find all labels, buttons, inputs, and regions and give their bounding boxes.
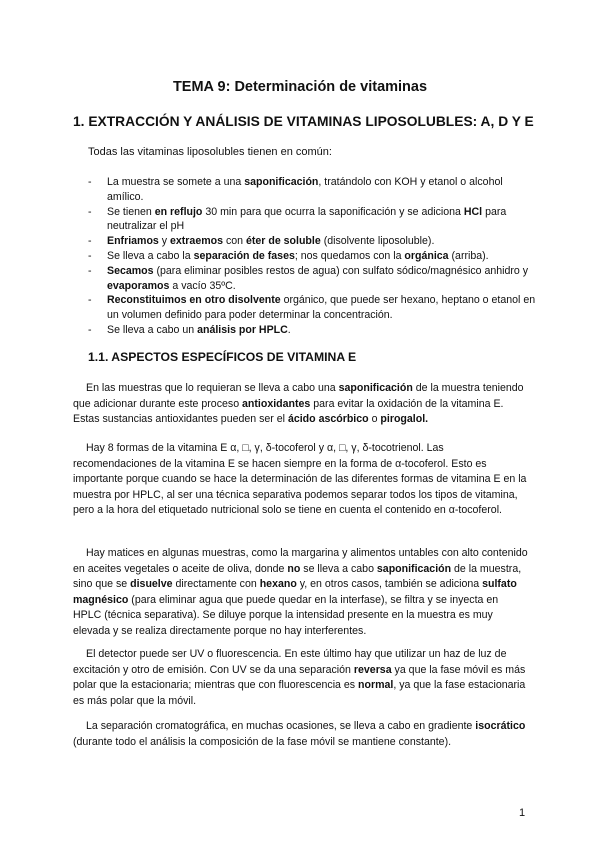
bold-text: éter de soluble (245, 235, 321, 248)
text-run: (durante todo el análisis la composición de la fase móvil se mantiene constante). (73, 735, 452, 748)
bold-text: Reconstituimos en otro disolvente (107, 294, 281, 307)
text-run: , ya que la fase estacionaria es más polar que la móvil. (73, 679, 526, 707)
paragraph-saponificacion (73, 381, 528, 428)
bold-text: HCl (463, 205, 483, 218)
text-run: Hay 8 formas de la vitamina E α, □, γ, δ-tocoferol y α, □, γ, δ-tocotrienol. Las recomendaciones de la vitamina E se hacen siempre en la forma de α-tocoferol. Esto es importante porque cuando se hace la determinación de las diferentes formas de vitamina E en la muestra por HPLC, al ser una técnica separativa podemos separar todos los tipos de vitamina, pero a la hora del etiquetado nutricional solo se tiene en cuenta el contenido en α-tocoferol. (73, 442, 527, 517)
list-item-text (107, 265, 528, 292)
text-run: ya que la fase móvil es más polar que la estacionaria; mientras que con fluorescencia es (73, 663, 526, 692)
text-run: (arriba). (448, 249, 489, 262)
list-item-text (107, 206, 506, 233)
bold-text: saponificación (338, 382, 413, 394)
bold-text: no (287, 562, 301, 575)
text-run: para evitar la oxidación de la vitamina E. Estas sustancias antioxidantes pueden ser el (73, 397, 504, 426)
text-run: Se lleva a cabo un (107, 323, 198, 336)
bold-text: hexano (259, 578, 297, 591)
list-item-text (107, 294, 535, 321)
bold-text: sulfato magnésico (73, 578, 517, 606)
text-run: En las muestras que lo requieran se lleva a cabo una (86, 382, 339, 394)
text-run: y, en otros casos, también se adiciona (296, 578, 483, 591)
text-run: de la muestra, sino que se (73, 562, 522, 591)
list-item-text (107, 250, 489, 262)
bold-text: Secamos (107, 264, 154, 277)
list-item: - Se lleva a cabo la separación de fases; nos quedamos con la orgánica (arriba). (88, 249, 489, 262)
text-run: o (368, 413, 381, 426)
list-item-text (107, 235, 434, 247)
list-item: - La muestra se somete a una saponificación, tratándolo con KOH y etanol o alcohol amílico. (88, 176, 503, 203)
list-item: - Enfriamos y extraemos con éter de soluble (disolvente liposoluble). (88, 235, 435, 248)
text-run: El detector puede ser UV o fluorescencia. En este último hay que utilizar un haz de luz de excitación y otro de emisión. Con UV se da una separación (73, 648, 507, 676)
bold-text: saponificación (376, 562, 452, 575)
bullet-list (88, 175, 538, 338)
bold-text: en reflujo (154, 205, 203, 218)
text-run: se lleva a cabo (300, 562, 377, 575)
text-run: . (287, 323, 291, 336)
bold-text: orgánica (404, 249, 449, 262)
page-number: 1 (519, 807, 526, 819)
bold-text: disuelve (130, 578, 173, 591)
text-run: Hay matices en algunas muestras, como la margarina y alimentos untables con alto contenido en aceites vegetales o aceite de oliva, donde (73, 547, 528, 575)
bold-text: antioxidantes (242, 397, 311, 410)
text-run: La muestra se somete a una (107, 176, 245, 188)
bold-text: pirogalol. (380, 413, 429, 426)
text-run: 30 min para que ocurra la saponificación y se adiciona (202, 205, 464, 218)
text-run: a vacío 35ºC. (169, 279, 236, 292)
text-run: para neutralizar el pH (107, 205, 507, 233)
list-item: - Secamos (para eliminar posibles restos de agua) con sulfato sódico/magnésico anhidro y evaporamos a vacío 35ºC. (88, 264, 529, 292)
section-heading-1-1: 1.1. ASPECTOS ESPECÍFICOS DE VITAMINA E (88, 350, 357, 364)
text-run: (para eliminar posibles restos de agua) con sulfato sódico/magnésico anhidro y (153, 264, 529, 277)
list-item: - Se lleva a cabo un análisis por HPLC. (88, 323, 291, 336)
text-run: ; nos quedamos con la (294, 249, 405, 262)
bold-text: evaporamos (107, 279, 170, 292)
text-run: , tratándolo con KOH y etanol o alcohol amílico. (107, 176, 503, 203)
text-run: (disolvente liposoluble). (320, 235, 435, 248)
bold-text: extraemos (170, 235, 223, 248)
section-heading-1: 1. EXTRACCIÓN Y ANÁLISIS DE VITAMINAS LIPOSOLUBLES: A, D Y E (73, 114, 534, 129)
bold-text: saponificación (244, 176, 319, 188)
text-run: con (223, 235, 246, 248)
list-item: - Se tienen en reflujo 30 min para que ocurra la saponificación y se adiciona HCl para neutralizar el pH (88, 205, 507, 233)
paragraph-separacion (73, 719, 528, 750)
text-run: (para eliminar agua que puede quedar en la interfase), se filtra y se inyecta en HPLC (técnica separativa). Se diluye porque la intensidad presente en la muestra es muy elevada y se realiza directamente porque no hay interferentes. (73, 593, 499, 637)
list-item-text (107, 176, 503, 203)
bold-text: separación de fases (193, 249, 295, 262)
paragraph-detector (73, 647, 528, 709)
text-run: orgánico, que puede ser hexano, heptano o etanol en un volumen definido para poder determinar la concentración. (107, 294, 536, 322)
page-title: TEMA 9: Determinación de vitaminas (172, 79, 428, 95)
text-run: directamente con (172, 578, 260, 591)
paragraph-formas-vitamina-e (73, 441, 528, 519)
bold-text: Enfriamos (107, 235, 159, 248)
intro-text: Todas las vitaminas liposolubles tienen en común: (88, 146, 332, 158)
bold-text: normal (358, 679, 394, 692)
bold-text: isocrático (475, 720, 526, 732)
bold-text: análisis por HPLC (197, 323, 288, 336)
bold-text: ácido ascórbico (287, 413, 369, 426)
text-run: Se lleva a cabo la (107, 249, 194, 262)
text-run: La separación cromatográfica, en muchas ocasiones, se lleva a cabo en gradiente (86, 720, 476, 732)
paragraph-matices-muestras (73, 546, 528, 640)
bold-text: reversa (353, 663, 392, 676)
list-item: - Reconstituimos en otro disolvente orgánico, que puede ser hexano, heptano o etanol en un volumen definido para poder determinar la concentración. (88, 294, 536, 322)
list-item-text (107, 324, 291, 336)
text-run: de la muestra teniendo que adicionar durante este proceso (73, 382, 524, 410)
text-run: Se tienen (107, 205, 155, 218)
text-run: y (158, 235, 170, 248)
